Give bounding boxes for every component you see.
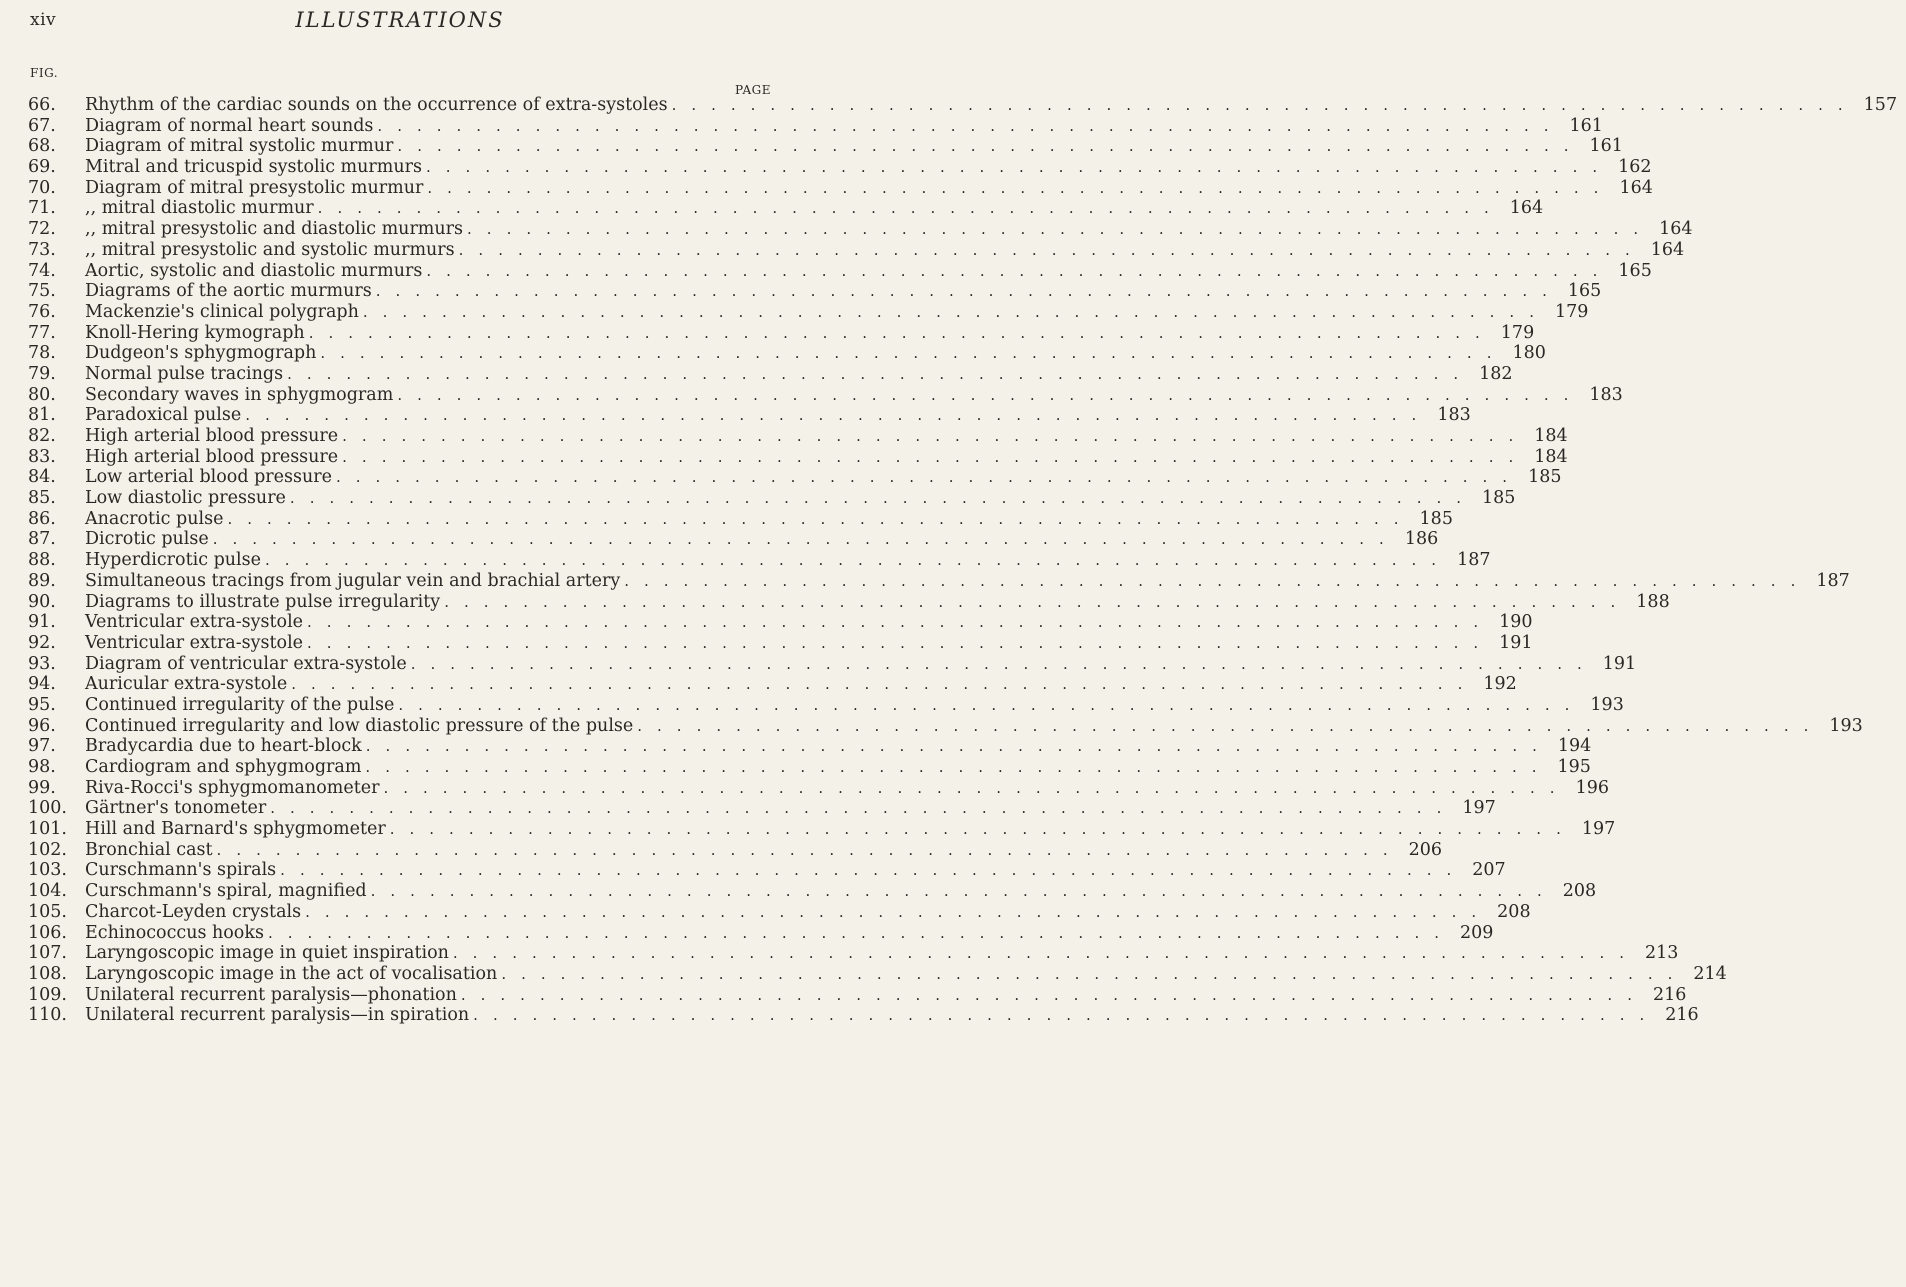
list-item: [28, 508, 1453, 530]
dot-leader: ............................................................: [342, 427, 1529, 445]
figure-number: 91.: [28, 612, 56, 633]
page-reference: 191: [1499, 632, 1533, 653]
figure-number: 103.: [28, 860, 67, 881]
dot-leader: ............................................................: [473, 1006, 1660, 1025]
figure-number: 98.: [28, 757, 56, 777]
dot-leader: ............................................................: [467, 220, 1654, 239]
dot-leader: ............................................................: [426, 261, 1613, 280]
list-item: [28, 881, 1597, 902]
page-reference: 161: [1569, 115, 1603, 136]
list-item: [28, 839, 1443, 861]
figure-number: 104.: [28, 881, 67, 902]
dot-leader: ............................................................: [216, 840, 1403, 859]
page-reference: 164: [1509, 198, 1544, 219]
page-reference: 192: [1483, 674, 1517, 695]
dot-leader: ............................................................: [397, 385, 1584, 404]
list-item: [28, 177, 1653, 199]
figure-title: Anacrotic pulse: [85, 508, 224, 529]
page-reference: 165: [1618, 260, 1652, 281]
list-item: [28, 591, 1670, 613]
page-reference: 164: [1619, 177, 1653, 198]
dot-leader: ............................................................: [270, 799, 1457, 818]
page-reference: 186: [1404, 529, 1439, 550]
page-reference: 194: [1557, 736, 1592, 757]
figure-number: 78.: [28, 343, 56, 364]
list-item: [28, 467, 1562, 488]
page-reference: 206: [1408, 839, 1443, 860]
list-item: [28, 798, 1496, 819]
dot-leader: ............................................................: [426, 158, 1613, 177]
figure-number: 85.: [28, 488, 56, 509]
list-item: [28, 446, 1568, 468]
list-item: [28, 343, 1546, 364]
page-reference: 214: [1693, 963, 1727, 984]
figure-number: 107.: [28, 943, 67, 964]
list-item: [28, 322, 1535, 344]
page-reference: 196: [1575, 777, 1609, 798]
dot-leader: ............................................................: [291, 675, 1478, 694]
figure-title: Diagram of normal heart sounds: [85, 115, 374, 136]
figure-title: Low diastolic pressure: [85, 488, 286, 509]
figure-number: 83.: [28, 446, 56, 467]
dot-leader: ............................................................: [245, 406, 1432, 425]
figure-number: 110.: [28, 1005, 67, 1026]
page-reference: 179: [1500, 322, 1535, 343]
page-reference: 195: [1557, 757, 1591, 777]
dot-leader: ............................................................: [398, 695, 1585, 714]
list-item: [28, 757, 1591, 778]
figure-title: Ventricular extra-systole: [85, 632, 304, 653]
figure-number: 74.: [28, 260, 56, 281]
figure-number: 69.: [28, 157, 56, 178]
page-number: xiv: [30, 10, 57, 30]
page-reference: 184: [1534, 446, 1568, 467]
page-reference: 187: [1816, 570, 1850, 591]
figure-number: 95.: [28, 694, 56, 715]
page-reference: 164: [1650, 239, 1685, 260]
page-reference: 157: [1863, 95, 1898, 115]
page-reference: 161: [1589, 136, 1623, 157]
figure-number: 86.: [28, 508, 56, 529]
dot-leader: ............................................................: [342, 447, 1529, 466]
figure-title: Bronchial cast: [85, 839, 213, 860]
page-reference: 187: [1457, 550, 1491, 571]
page-reference: 185: [1482, 488, 1516, 509]
figure-title: High arterial blood pressure: [85, 426, 339, 446]
dot-leader: ............................................................: [362, 302, 1549, 321]
figure-number: 88.: [28, 550, 56, 571]
figure-title: Cardiogram and sphygmogram: [85, 757, 362, 777]
figure-title: Normal pulse tracings: [85, 363, 284, 384]
figure-title: Diagram of mitral systolic murmur: [85, 136, 394, 157]
dot-leader: ............................................................: [289, 489, 1477, 508]
figure-number: 81.: [28, 405, 56, 426]
list-item: [28, 674, 1517, 695]
figure-number: 73.: [28, 239, 56, 260]
dot-leader: ............................................................: [410, 654, 1597, 673]
dot-leader: ............................................................: [365, 758, 1552, 776]
figure-number: 90.: [28, 591, 56, 612]
dot-leader: ............................................................: [307, 633, 1494, 652]
page-reference: 208: [1497, 901, 1531, 922]
figure-title: ,, mitral presystolic and systolic murmurs: [85, 239, 455, 260]
figure-number: 106.: [28, 922, 67, 943]
figure-title: Bradycardia due to heart-block: [85, 736, 362, 757]
list-item: [28, 1005, 1699, 1026]
figure-title: Gärtner's tonometer: [85, 798, 267, 819]
figure-title: Curschmann's spirals: [85, 860, 277, 881]
figure-title: Rhythm of the cardiac sounds on the occurrence of extra-systoles: [85, 95, 668, 115]
page-reference: 193: [1590, 694, 1624, 715]
list-item: [28, 281, 1602, 302]
figure-number: 96.: [28, 715, 56, 736]
list-item: [28, 860, 1506, 881]
figure-title: Diagrams of the aortic murmurs: [85, 281, 372, 302]
dot-leader: ............................................................: [397, 137, 1584, 156]
page-reference: 197: [1462, 798, 1496, 819]
list-item: [28, 363, 1513, 385]
dot-leader: ............................................................: [501, 964, 1688, 983]
figure-title: Simultaneous tracings from jugular vein and brachial artery: [85, 570, 621, 591]
figure-title: Charcot-Leyden crystals: [85, 901, 302, 922]
dot-leader: ............................................................: [375, 282, 1562, 301]
figure-number: 94.: [28, 674, 56, 695]
dot-leader: ............................................................: [427, 178, 1614, 197]
dot-leader: ............................................................: [287, 364, 1474, 383]
figure-title: High arterial blood pressure: [85, 446, 339, 467]
list-item: [28, 963, 1727, 985]
dot-leader: ............................................................: [624, 571, 1811, 590]
figure-title: ,, mitral presystolic and diastolic murmurs: [85, 219, 464, 240]
dot-leader: ............................................................: [377, 116, 1564, 135]
page-reference: 180: [1512, 343, 1546, 364]
list-item: [28, 239, 1685, 261]
list-item: [28, 488, 1516, 509]
page-reference: 208: [1562, 881, 1597, 902]
figure-title: Dudgeon's sphygmograph: [85, 343, 317, 364]
figure-title: Continued irregularity of the pulse: [85, 694, 395, 715]
figure-number: 84.: [28, 467, 56, 488]
figure-title: Curschmann's spiral, magnified: [85, 881, 367, 902]
list-item: [28, 157, 1652, 178]
figure-title: Diagram of mitral presystolic murmur: [85, 177, 424, 198]
figure-number: 108.: [28, 963, 67, 984]
figure-number: 75.: [28, 281, 56, 302]
figure-number: 68.: [28, 136, 56, 157]
list-item: [28, 653, 1637, 675]
figure-number: 87.: [28, 529, 56, 550]
figure-number: 79.: [28, 363, 56, 384]
figure-number: 100.: [28, 798, 67, 819]
list-item: [28, 612, 1533, 633]
figure-title: ,, mitral diastolic murmur: [85, 198, 314, 219]
page-reference: 164: [1659, 219, 1693, 240]
page-reference: 207: [1472, 860, 1506, 881]
page-reference: 209: [1460, 922, 1494, 943]
figure-title: Unilateral recurrent paralysis—phonation: [85, 984, 457, 1005]
dot-leader: ............................................................: [280, 861, 1467, 880]
figure-number: 66.: [28, 95, 56, 115]
figure-number: 72.: [28, 219, 56, 240]
figure-title: Low arterial blood pressure: [85, 467, 332, 488]
list-item: [28, 529, 1439, 550]
figure-number: 82.: [28, 426, 56, 446]
dot-leader: ............................................................: [383, 778, 1570, 797]
list-item: [28, 384, 1623, 406]
dot-leader: ............................................................: [365, 737, 1552, 756]
figure-title: Aortic, systolic and diastolic murmurs: [85, 260, 423, 281]
dot-leader: ............................................................: [267, 923, 1455, 942]
list-item: [28, 426, 1568, 447]
figure-title: Unilateral recurrent paralysis—in spiration: [85, 1005, 470, 1026]
figure-number: 105.: [28, 901, 67, 922]
page-reference: 216: [1665, 1005, 1699, 1026]
dot-leader: ............................................................: [227, 509, 1414, 528]
page-reference: 193: [1829, 715, 1863, 736]
dot-leader: ............................................................: [305, 902, 1492, 921]
dot-leader: ............................................................: [389, 820, 1576, 839]
page-reference: 197: [1581, 819, 1616, 840]
dot-leader: ............................................................: [458, 240, 1645, 259]
figure-title: Mackenzie's clinical polygraph: [85, 301, 359, 322]
list-item: [28, 736, 1592, 757]
page-reference: 185: [1528, 467, 1562, 488]
figure-title: Mitral and tricuspid systolic murmurs: [85, 157, 423, 178]
dot-leader: ............................................................: [452, 944, 1639, 963]
list-item: [28, 219, 1693, 240]
dot-leader: ............................................................: [264, 551, 1452, 570]
list-item: [28, 922, 1494, 944]
figure-number: 70.: [28, 177, 56, 198]
page-column-label: PAGE: [735, 83, 771, 97]
list-item: [28, 115, 1603, 137]
dot-leader: ............................................................: [637, 716, 1824, 735]
figure-number: 80.: [28, 384, 56, 405]
fig-column-label: FIG.: [30, 66, 59, 80]
figure-title: Hill and Barnard's sphygmometer: [85, 819, 386, 840]
page-reference: 191: [1602, 653, 1637, 674]
list-item: [28, 984, 1687, 1006]
figure-number: 97.: [28, 736, 56, 757]
figure-title: Hyperdicrotic pulse: [85, 550, 261, 571]
dot-leader: ............................................................: [320, 344, 1507, 363]
list-item: [28, 95, 1898, 116]
figure-number: 93.: [28, 653, 56, 674]
figure-title: Diagrams to illustrate pulse irregularity: [85, 591, 441, 612]
figure-number: 102.: [28, 839, 67, 860]
figure-title: Dicrotic pulse: [85, 529, 209, 550]
figure-title: Ventricular extra-systole: [85, 612, 304, 633]
figure-title: Knoll-Hering kymograph: [85, 322, 305, 343]
page-reference: 188: [1636, 591, 1670, 612]
list-item: [28, 715, 1863, 737]
list-item: [28, 405, 1471, 426]
figure-number: 77.: [28, 322, 56, 343]
running-title: ILLUSTRATIONS: [295, 8, 505, 32]
list-item: [28, 901, 1531, 923]
figure-number: 92.: [28, 632, 56, 653]
figure-title: Continued irregularity and low diastolic pressure of the pulse: [85, 715, 634, 736]
dot-leader: ............................................................: [307, 613, 1494, 632]
list-item: [28, 570, 1850, 592]
figure-title: Paradoxical pulse: [85, 405, 242, 426]
dot-leader: ............................................................: [317, 199, 1504, 218]
figure-number: 101.: [28, 819, 67, 840]
figure-number: 67.: [28, 115, 56, 136]
figure-title: Laryngoscopic image in the act of vocalisation: [85, 963, 498, 984]
list-item: [28, 136, 1623, 157]
figure-title: Secondary waves in sphygmogram: [85, 384, 394, 405]
figure-number: 99.: [28, 777, 56, 798]
dot-leader: ............................................................: [460, 985, 1647, 1004]
figure-title: Echinococcus hooks: [85, 922, 264, 943]
dot-leader: ............................................................: [308, 323, 1495, 342]
list-item: [28, 819, 1616, 840]
page-reference: 185: [1419, 508, 1453, 529]
figure-number: 109.: [28, 984, 67, 1005]
figure-title: Auricular extra-systole: [85, 674, 288, 695]
dot-leader: ............................................................: [671, 96, 1858, 114]
list-item: [28, 632, 1533, 654]
figure-number: 71.: [28, 198, 56, 219]
figure-number: 89.: [28, 570, 56, 591]
list-item: [28, 301, 1589, 323]
page-reference: 165: [1567, 281, 1602, 302]
page-reference: 183: [1589, 384, 1623, 405]
dot-leader: ............................................................: [370, 882, 1557, 901]
page-reference: 190: [1499, 612, 1533, 633]
list-item: [28, 943, 1679, 964]
illustration-list: [28, 95, 1898, 1026]
list-item: [28, 694, 1624, 716]
figure-title: Laryngoscopic image in quiet inspiration: [85, 943, 449, 964]
list-item: [28, 260, 1652, 282]
dot-leader: ............................................................: [444, 592, 1631, 611]
list-item: [28, 198, 1544, 219]
list-item: [28, 550, 1491, 571]
page-reference: 213: [1644, 943, 1679, 964]
list-item: [28, 777, 1609, 799]
page-reference: 182: [1479, 363, 1513, 384]
page-reference: 184: [1534, 426, 1568, 446]
dot-leader: ............................................................: [212, 530, 1399, 549]
figure-title: Diagram of ventricular extra-systole: [85, 653, 407, 674]
page-reference: 183: [1437, 405, 1471, 426]
figure-number: 76.: [28, 301, 56, 322]
page-reference: 162: [1618, 157, 1652, 178]
figure-title: Riva-Rocci's sphygmomanometer: [85, 777, 380, 798]
page-reference: 179: [1554, 301, 1589, 322]
dot-leader: ............................................................: [335, 468, 1523, 487]
page-reference: 216: [1652, 984, 1687, 1005]
